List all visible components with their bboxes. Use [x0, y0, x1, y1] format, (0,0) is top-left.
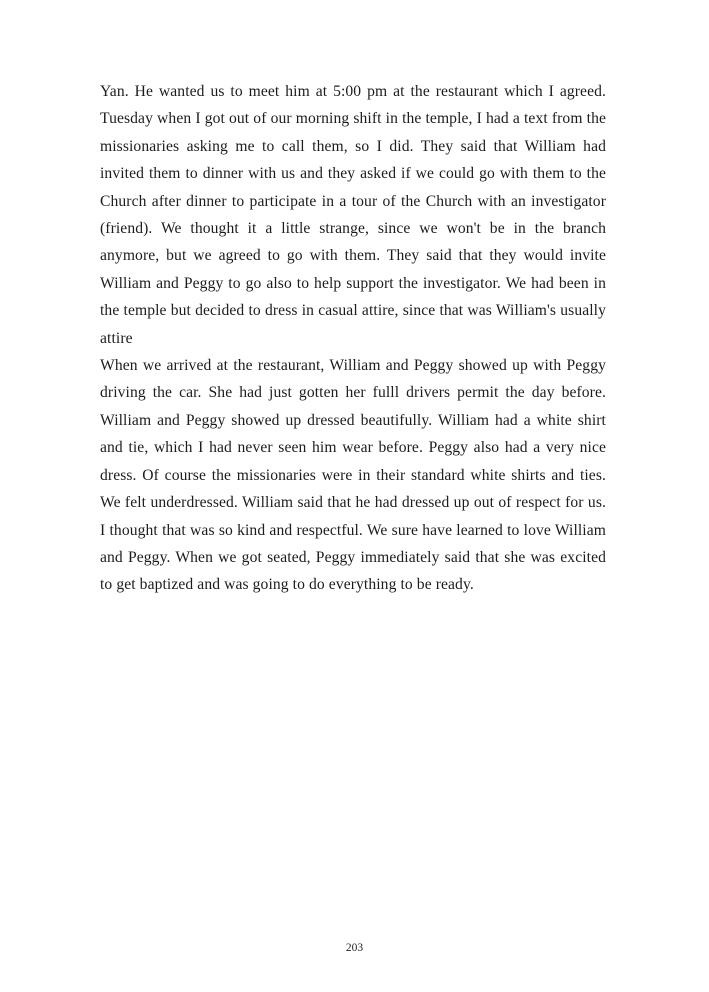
document-text-body: [100, 78, 606, 599]
paragraph: Yan. He wanted us to meet him at 5:00 pm at the restaurant which I agreed. Tuesday when I got out of our morning shift in the temple, I had a text from the missionaries asking me to call them, so I did. They said that William had invited them to dinner with us and they asked if we could go with them to the Church after dinner to participate in a tour of the Church with an investigator (friend). We thought it a little strange, since we won't be in the branch anymore, but we agreed to go with them. They said that they would invite William and Peggy to go also to help support the investigator. We had been in the temple but decided to dress in casual attire, since that was William's usually attire: [100, 83, 606, 347]
paragraph: When we arrived at the restaurant, William and Peggy showed up with Peggy driving the car. She had just gotten her fulll drivers permit the day before. William and Peggy showed up dressed beautifully. William had a white shirt and tie, which I had never seen him wear before. Peggy also had a very nice dress. Of course the missionaries were in their standard white shirts and ties. We felt underdressed. William said that he had dressed up out of respect for us. I thought that was so kind and respectful. We sure have learned to love William and Peggy. When we got seated, Peggy immediately said that she was excited to get baptized and was going to do everything to be ready.: [100, 357, 606, 594]
page-number: 203: [345, 942, 364, 954]
